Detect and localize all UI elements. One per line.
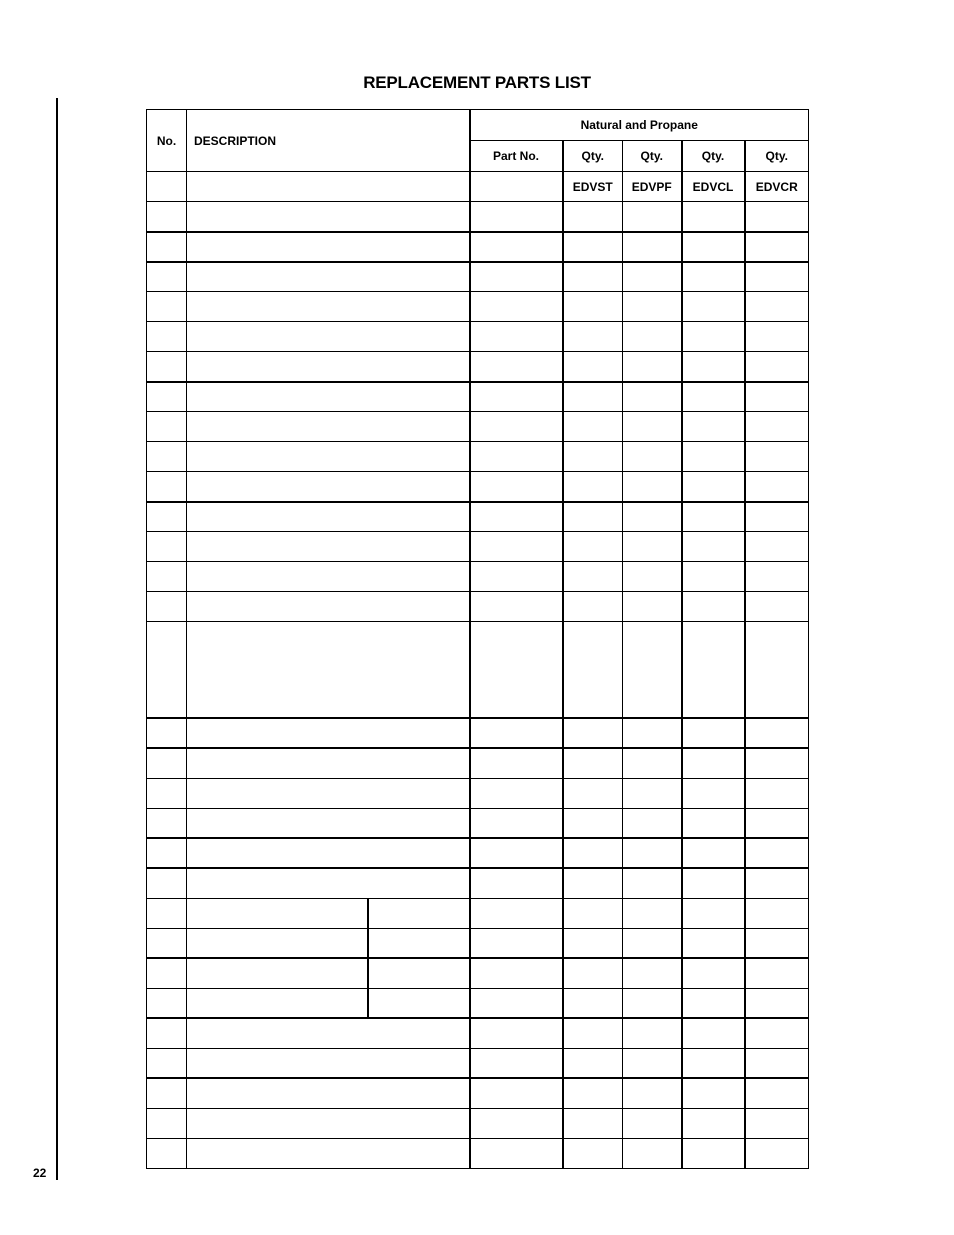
- part-no-cell: [470, 412, 563, 442]
- row-number-cell: [147, 718, 187, 748]
- qty-cell: [623, 232, 682, 262]
- qty-cell: [682, 592, 745, 622]
- table-row: [147, 322, 809, 352]
- table-row: [147, 502, 809, 532]
- qty-cell: [623, 532, 682, 562]
- qty-cell: [745, 382, 809, 412]
- description-cell: [187, 1138, 470, 1168]
- qty-cell: [623, 988, 682, 1018]
- qty-cell: [563, 838, 623, 868]
- table-row: [147, 868, 809, 898]
- table-cell: [187, 172, 470, 202]
- header-part-no: Part No.: [470, 141, 563, 172]
- header-description: DESCRIPTION: [187, 110, 470, 172]
- qty-cell: [682, 778, 745, 808]
- qty-cell: [563, 412, 623, 442]
- table-row: [147, 1018, 809, 1048]
- qty-cell: [563, 748, 623, 778]
- qty-cell: [682, 292, 745, 322]
- table-row: [147, 562, 809, 592]
- table-row: [147, 232, 809, 262]
- qty-cell: [745, 592, 809, 622]
- row-number-cell: [147, 592, 187, 622]
- table-row: [147, 748, 809, 778]
- description-subcell: [369, 989, 469, 1018]
- description-subcell: [187, 899, 369, 928]
- qty-cell: [682, 322, 745, 352]
- part-no-cell: [470, 1048, 563, 1078]
- row-number-cell: [147, 988, 187, 1018]
- description-cell: [187, 898, 470, 928]
- table-row: [147, 532, 809, 562]
- row-number-cell: [147, 532, 187, 562]
- description-subcell: [187, 929, 369, 958]
- part-no-cell: [470, 592, 563, 622]
- qty-cell: [563, 292, 623, 322]
- part-no-cell: [470, 622, 563, 718]
- qty-cell: [682, 502, 745, 532]
- part-no-cell: [470, 958, 563, 988]
- qty-cell: [745, 778, 809, 808]
- qty-cell: [682, 748, 745, 778]
- description-subcell: [187, 989, 369, 1018]
- qty-cell: [745, 562, 809, 592]
- table-row: [147, 622, 809, 718]
- qty-cell: [623, 592, 682, 622]
- qty-cell: [563, 868, 623, 898]
- part-no-cell: [470, 988, 563, 1018]
- description-cell: [187, 442, 470, 472]
- qty-cell: [745, 988, 809, 1018]
- part-no-cell: [470, 472, 563, 502]
- row-number-cell: [147, 442, 187, 472]
- qty-cell: [745, 1018, 809, 1048]
- description-cell: [187, 262, 470, 292]
- qty-cell: [745, 958, 809, 988]
- qty-cell: [563, 958, 623, 988]
- row-number-cell: [147, 502, 187, 532]
- qty-cell: [563, 262, 623, 292]
- qty-cell: [623, 958, 682, 988]
- table-row: [147, 928, 809, 958]
- qty-cell: [563, 1048, 623, 1078]
- qty-cell: [623, 838, 682, 868]
- description-cell: [187, 718, 470, 748]
- description-cell: [187, 232, 470, 262]
- part-no-cell: [470, 532, 563, 562]
- table-row: [147, 958, 809, 988]
- table-row: [147, 808, 809, 838]
- description-cell: [187, 202, 470, 232]
- row-number-cell: [147, 292, 187, 322]
- qty-cell: [563, 898, 623, 928]
- parts-table: [146, 109, 809, 1169]
- qty-cell: [563, 1138, 623, 1168]
- qty-cell: [745, 808, 809, 838]
- qty-cell: [682, 382, 745, 412]
- margin-rule: [56, 98, 58, 1180]
- part-no-cell: [470, 808, 563, 838]
- row-number-cell: [147, 748, 187, 778]
- model-header-edvcr: EDVCR: [745, 172, 809, 202]
- description-cell: [187, 382, 470, 412]
- table-row: [147, 1078, 809, 1108]
- qty-cell: [563, 322, 623, 352]
- row-number-cell: [147, 412, 187, 442]
- qty-cell: [682, 202, 745, 232]
- qty-cell: [682, 1138, 745, 1168]
- qty-cell: [682, 1048, 745, 1078]
- row-number-cell: [147, 322, 187, 352]
- qty-cell: [563, 718, 623, 748]
- qty-cell: [623, 898, 682, 928]
- qty-cell: [623, 562, 682, 592]
- row-number-cell: [147, 382, 187, 412]
- qty-cell: [682, 898, 745, 928]
- part-no-cell: [470, 778, 563, 808]
- description-cell: [187, 472, 470, 502]
- description-cell: [187, 622, 470, 718]
- qty-cell: [623, 1078, 682, 1108]
- qty-cell: [682, 808, 745, 838]
- model-header-edvpf: EDVPF: [623, 172, 682, 202]
- description-cell: [187, 1108, 470, 1138]
- part-no-cell: [470, 868, 563, 898]
- qty-cell: [682, 622, 745, 718]
- qty-cell: [682, 988, 745, 1018]
- qty-cell: [623, 1108, 682, 1138]
- table-cell: [470, 172, 563, 202]
- qty-cell: [563, 1078, 623, 1108]
- part-no-cell: [470, 718, 563, 748]
- qty-cell: [623, 382, 682, 412]
- part-no-cell: [470, 928, 563, 958]
- qty-cell: [623, 808, 682, 838]
- model-header-edvcl: EDVCL: [682, 172, 745, 202]
- table-row: [147, 412, 809, 442]
- table-cell: [147, 172, 187, 202]
- qty-cell: [623, 1018, 682, 1048]
- description-cell: [187, 292, 470, 322]
- table-row: [147, 898, 809, 928]
- description-cell: [187, 412, 470, 442]
- row-number-cell: [147, 352, 187, 382]
- qty-cell: [745, 1138, 809, 1168]
- table-row: [147, 442, 809, 472]
- qty-cell: [623, 1048, 682, 1078]
- qty-cell: [745, 202, 809, 232]
- qty-cell: [623, 928, 682, 958]
- part-no-cell: [470, 898, 563, 928]
- table-row: [147, 202, 809, 232]
- qty-cell: [682, 958, 745, 988]
- description-cell: [187, 868, 470, 898]
- part-no-cell: [470, 352, 563, 382]
- description-cell: [187, 808, 470, 838]
- qty-cell: [745, 352, 809, 382]
- description-cell: [187, 532, 470, 562]
- row-number-cell: [147, 622, 187, 718]
- qty-cell: [745, 622, 809, 718]
- qty-cell: [623, 442, 682, 472]
- qty-cell: [563, 382, 623, 412]
- row-number-cell: [147, 808, 187, 838]
- row-number-cell: [147, 868, 187, 898]
- table-row: [147, 352, 809, 382]
- qty-cell: [563, 592, 623, 622]
- part-no-cell: [470, 382, 563, 412]
- qty-cell: [563, 562, 623, 592]
- description-subcell: [369, 959, 469, 988]
- qty-cell: [745, 262, 809, 292]
- qty-cell: [623, 748, 682, 778]
- row-number-cell: [147, 1138, 187, 1168]
- qty-cell: [745, 838, 809, 868]
- row-number-cell: [147, 262, 187, 292]
- qty-cell: [623, 778, 682, 808]
- row-number-cell: [147, 778, 187, 808]
- qty-cell: [682, 232, 745, 262]
- qty-cell: [623, 352, 682, 382]
- description-cell: [187, 988, 470, 1018]
- description-subcell: [187, 959, 369, 988]
- qty-cell: [745, 1078, 809, 1108]
- row-number-cell: [147, 202, 187, 232]
- part-no-cell: [470, 1108, 563, 1138]
- qty-cell: [563, 352, 623, 382]
- qty-cell: [623, 262, 682, 292]
- row-number-cell: [147, 958, 187, 988]
- description-cell: [187, 1078, 470, 1108]
- description-cell: [187, 562, 470, 592]
- row-number-cell: [147, 1048, 187, 1078]
- description-cell: [187, 748, 470, 778]
- description-cell: [187, 322, 470, 352]
- qty-cell: [682, 1108, 745, 1138]
- table-row: [147, 592, 809, 622]
- qty-cell: [563, 202, 623, 232]
- description-cell: [187, 352, 470, 382]
- qty-cell: [682, 838, 745, 868]
- header-natural-and-propane: Natural and Propane: [470, 110, 809, 141]
- qty-cell: [745, 502, 809, 532]
- qty-cell: [563, 1108, 623, 1138]
- table-row: [147, 838, 809, 868]
- model-header-edvst: EDVST: [563, 172, 623, 202]
- part-no-cell: [470, 748, 563, 778]
- qty-cell: [745, 748, 809, 778]
- table-row: [147, 718, 809, 748]
- header-qty: Qty.: [682, 141, 745, 172]
- qty-cell: [563, 622, 623, 718]
- qty-cell: [623, 322, 682, 352]
- qty-cell: [682, 928, 745, 958]
- qty-cell: [563, 808, 623, 838]
- part-no-cell: [470, 292, 563, 322]
- qty-cell: [745, 928, 809, 958]
- qty-cell: [682, 442, 745, 472]
- description-cell: [187, 838, 470, 868]
- qty-cell: [682, 1018, 745, 1048]
- page-title: REPLACEMENT PARTS LIST: [363, 73, 591, 92]
- page-number: 22: [33, 1166, 47, 1180]
- qty-cell: [682, 352, 745, 382]
- part-no-cell: [470, 838, 563, 868]
- part-no-cell: [470, 232, 563, 262]
- header-qty: Qty.: [623, 141, 682, 172]
- qty-cell: [623, 472, 682, 502]
- qty-cell: [745, 472, 809, 502]
- row-number-cell: [147, 1078, 187, 1108]
- header-no: No.: [147, 110, 187, 172]
- row-number-cell: [147, 562, 187, 592]
- qty-cell: [563, 232, 623, 262]
- qty-cell: [563, 778, 623, 808]
- part-no-cell: [470, 562, 563, 592]
- table-row: [147, 472, 809, 502]
- qty-cell: [745, 232, 809, 262]
- qty-cell: [745, 442, 809, 472]
- qty-cell: [682, 718, 745, 748]
- qty-cell: [623, 718, 682, 748]
- qty-cell: [563, 472, 623, 502]
- qty-cell: [745, 532, 809, 562]
- qty-cell: [682, 532, 745, 562]
- qty-cell: [682, 1078, 745, 1108]
- description-cell: [187, 928, 470, 958]
- qty-cell: [623, 292, 682, 322]
- row-number-cell: [147, 1018, 187, 1048]
- header-qty: Qty.: [745, 141, 809, 172]
- qty-cell: [623, 868, 682, 898]
- qty-cell: [623, 1138, 682, 1168]
- table-row: [147, 778, 809, 808]
- part-no-cell: [470, 322, 563, 352]
- qty-cell: [682, 412, 745, 442]
- row-number-cell: [147, 838, 187, 868]
- table-row: [147, 988, 809, 1018]
- qty-cell: [563, 1018, 623, 1048]
- qty-cell: [745, 868, 809, 898]
- qty-cell: [623, 412, 682, 442]
- row-number-cell: [147, 928, 187, 958]
- qty-cell: [563, 532, 623, 562]
- header-qty: Qty.: [563, 141, 623, 172]
- description-cell: [187, 778, 470, 808]
- qty-cell: [623, 502, 682, 532]
- part-no-cell: [470, 502, 563, 532]
- description-cell: [187, 502, 470, 532]
- qty-cell: [745, 1048, 809, 1078]
- qty-cell: [745, 898, 809, 928]
- qty-cell: [745, 718, 809, 748]
- description-cell: [187, 1018, 470, 1048]
- part-no-cell: [470, 202, 563, 232]
- row-number-cell: [147, 472, 187, 502]
- table-row: [147, 382, 809, 412]
- qty-cell: [745, 322, 809, 352]
- table-row: [147, 262, 809, 292]
- row-number-cell: [147, 232, 187, 262]
- row-number-cell: [147, 898, 187, 928]
- description-subcell: [369, 899, 469, 928]
- part-no-cell: [470, 1138, 563, 1168]
- qty-cell: [745, 1108, 809, 1138]
- part-no-cell: [470, 262, 563, 292]
- qty-cell: [682, 472, 745, 502]
- qty-cell: [623, 622, 682, 718]
- qty-cell: [623, 202, 682, 232]
- table-row: [147, 1108, 809, 1138]
- table-row: [147, 1138, 809, 1168]
- table-row: [147, 292, 809, 322]
- part-no-cell: [470, 442, 563, 472]
- part-no-cell: [470, 1078, 563, 1108]
- qty-cell: [563, 442, 623, 472]
- qty-cell: [682, 868, 745, 898]
- description-cell: [187, 1048, 470, 1078]
- description-subcell: [369, 929, 469, 958]
- qty-cell: [563, 988, 623, 1018]
- qty-cell: [745, 412, 809, 442]
- description-cell: [187, 958, 470, 988]
- table-row: [147, 1048, 809, 1078]
- qty-cell: [682, 562, 745, 592]
- qty-cell: [563, 928, 623, 958]
- row-number-cell: [147, 1108, 187, 1138]
- qty-cell: [745, 292, 809, 322]
- qty-cell: [682, 262, 745, 292]
- description-cell: [187, 592, 470, 622]
- qty-cell: [563, 502, 623, 532]
- part-no-cell: [470, 1018, 563, 1048]
